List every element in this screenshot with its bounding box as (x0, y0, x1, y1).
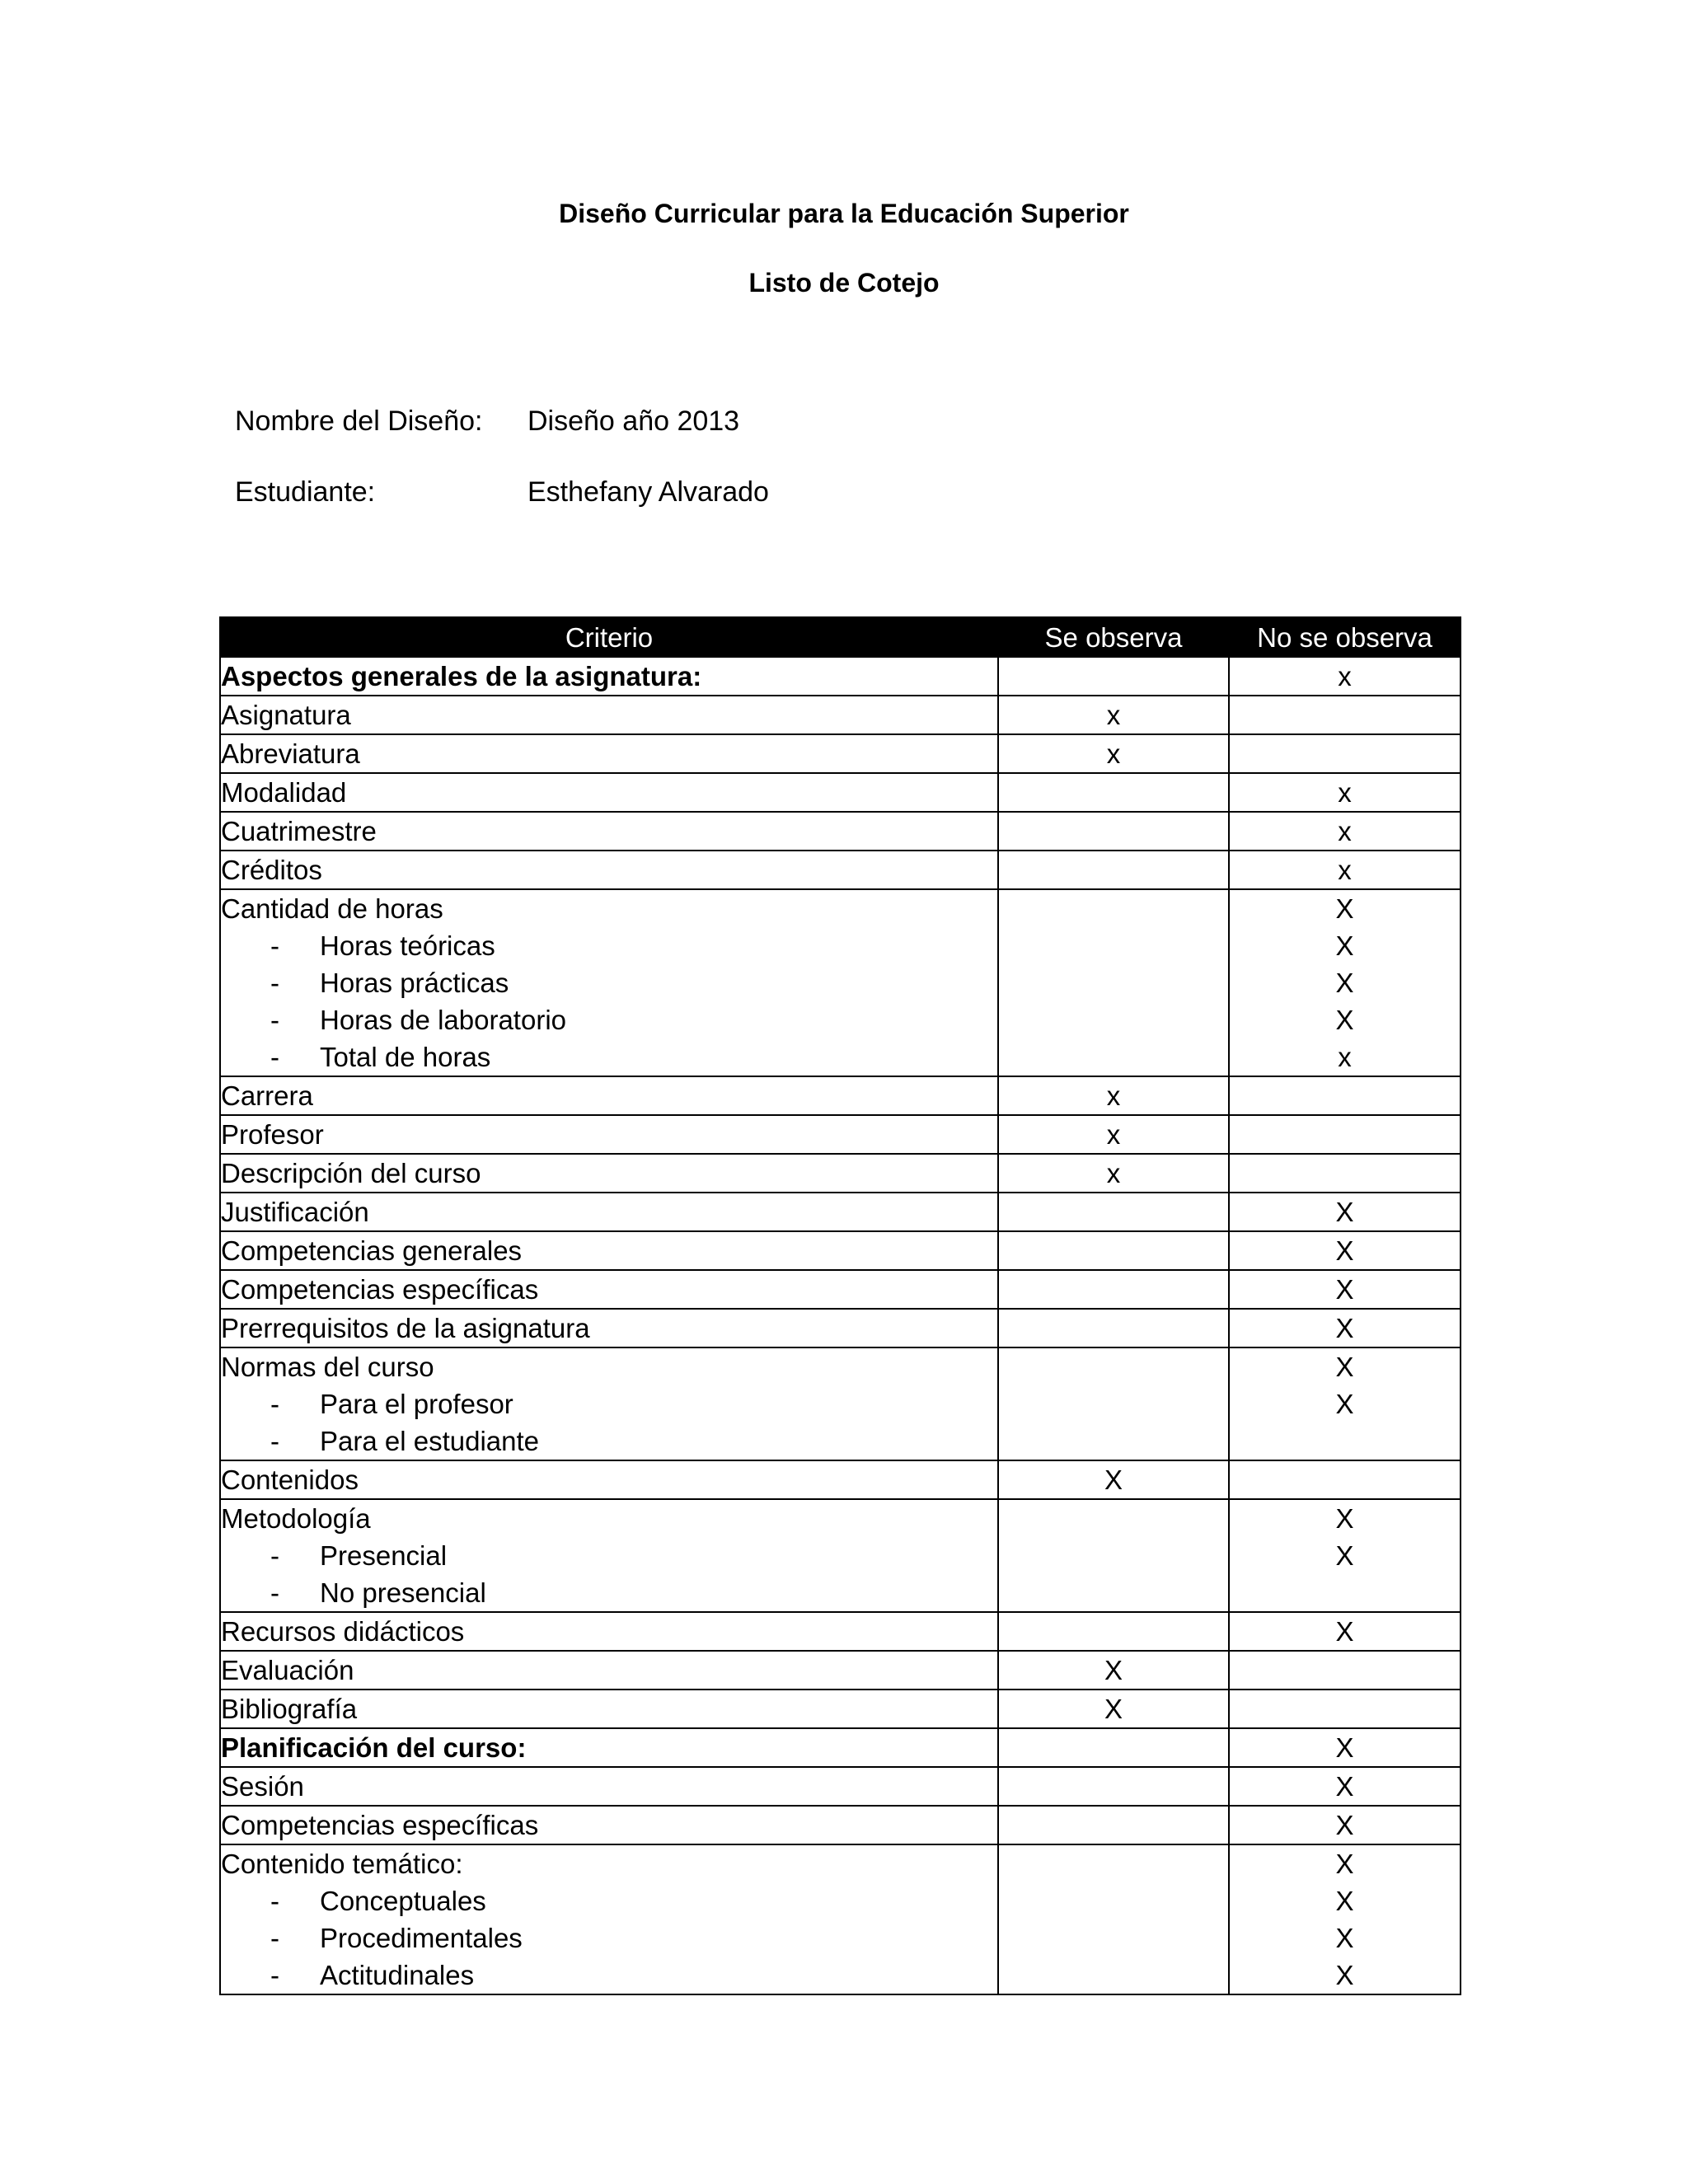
criterion-text: Descripción del curso (221, 1158, 481, 1188)
se-observa-cell (998, 696, 1229, 734)
check-mark: x (1338, 816, 1352, 846)
column-header-criterio: Criterio (220, 617, 998, 657)
criterion-text: Carrera (221, 1080, 313, 1111)
criterion-text: Profesor (221, 1119, 324, 1150)
bullet-dash: - (270, 968, 279, 998)
check-mark (999, 1613, 1228, 1650)
criterion-cell (220, 1460, 998, 1499)
criterion-text: Evaluación (221, 1655, 354, 1685)
check-mark (999, 1001, 1228, 1038)
check-mark: X (1335, 1732, 1354, 1763)
se-observa-cell (998, 1767, 1229, 1806)
criterion-text: Modalidad (221, 777, 347, 808)
no-se-observa-cell (1229, 1115, 1461, 1154)
check-mark (1230, 1155, 1460, 1192)
table-row (220, 1347, 1461, 1460)
check-mark: x (1338, 1042, 1352, 1072)
criterion-label (221, 1613, 997, 1650)
se-observa-cell (998, 1844, 1229, 1994)
check-mark: X (1335, 1274, 1354, 1305)
check-mark (999, 890, 1228, 927)
criterion-cell (220, 1612, 998, 1651)
no-se-observa-cell (1229, 1767, 1461, 1806)
check-mark: X (1335, 1771, 1354, 1802)
table-row (220, 696, 1461, 734)
no-se-observa-cell (1229, 1499, 1461, 1612)
criterion-text: Horas de laboratorio (320, 1005, 566, 1035)
criterion-text: Cantidad de horas (221, 893, 443, 924)
criterion-label (221, 1768, 997, 1805)
check-mark (999, 1729, 1228, 1766)
check-mark (999, 1845, 1228, 1882)
table-row (220, 812, 1461, 851)
criterion-text: Competencias generales (221, 1235, 523, 1266)
criterion-label (221, 696, 997, 733)
se-observa-cell (998, 1806, 1229, 1844)
criterion-label (221, 890, 997, 927)
check-mark (999, 1882, 1228, 1919)
no-se-observa-cell (1229, 1154, 1461, 1193)
design-name-label: Nombre del Diseño: (235, 405, 483, 437)
check-mark (999, 851, 1228, 888)
check-mark: X (1335, 1197, 1354, 1227)
document-subtitle: Listo de Cotejo (748, 268, 940, 298)
se-observa-cell (998, 851, 1229, 889)
criterion-text: Actitudinales (320, 1960, 475, 1990)
check-mark (999, 1348, 1228, 1385)
student-label: Estudiante: (235, 476, 376, 508)
se-observa-cell (998, 773, 1229, 812)
sub-criterion (221, 1385, 997, 1422)
check-mark (999, 1768, 1228, 1805)
criterion-cell (220, 1154, 998, 1193)
bullet-dash: - (270, 1923, 279, 1953)
no-se-observa-cell (1229, 1270, 1461, 1309)
bullet-dash: - (270, 1577, 279, 1608)
criterion-cell (220, 851, 998, 889)
criterion-text: Cuatrimestre (221, 816, 377, 846)
se-observa-cell (998, 1728, 1229, 1767)
check-mark (999, 1271, 1228, 1308)
se-observa-cell (998, 1309, 1229, 1347)
criterion-text: Metodología (221, 1503, 371, 1534)
criterion-cell (220, 1270, 998, 1309)
bullet-dash: - (270, 1540, 279, 1571)
no-se-observa-cell (1229, 1076, 1461, 1115)
criterion-label (221, 735, 997, 772)
table-row (220, 1612, 1461, 1651)
table-row (220, 1115, 1461, 1154)
criterion-text: Horas teóricas (320, 930, 495, 961)
check-mark (1230, 735, 1460, 772)
criterion-text: Conceptuales (320, 1886, 486, 1916)
no-se-observa-cell (1229, 1806, 1461, 1844)
criterion-label (221, 774, 997, 811)
no-se-observa-cell (1229, 1309, 1461, 1347)
no-se-observa-cell (1229, 657, 1461, 696)
table-header-row (220, 617, 1461, 657)
criterion-cell (220, 657, 998, 696)
check-mark: X (1335, 893, 1354, 924)
criterion-label (221, 1310, 997, 1347)
criterion-label (221, 1845, 997, 1882)
criterion-text: Contenido temático: (221, 1849, 463, 1879)
no-se-observa-cell (1229, 851, 1461, 889)
check-mark: x (1338, 661, 1352, 691)
no-se-observa-cell (1229, 1728, 1461, 1767)
se-observa-cell (998, 1076, 1229, 1115)
criterion-cell (220, 1728, 998, 1767)
sub-criterion (221, 1882, 997, 1919)
criterion-label (221, 1690, 997, 1727)
check-mark (1230, 1652, 1460, 1689)
table-row (220, 734, 1461, 773)
criterion-text: Créditos (221, 855, 322, 885)
criterion-text: Planificación del curso: (221, 1732, 527, 1763)
criterion-cell (220, 1231, 998, 1270)
criterion-cell (220, 773, 998, 812)
criterion-cell (220, 1499, 998, 1612)
bullet-dash: - (270, 1886, 279, 1916)
criterion-cell (220, 812, 998, 851)
se-observa-cell (998, 1347, 1229, 1460)
check-mark (1230, 1077, 1460, 1114)
check-mark (999, 1232, 1228, 1269)
design-name-value: Diseño año 2013 (528, 405, 740, 437)
check-mark: X (1335, 1313, 1354, 1343)
check-mark (999, 1807, 1228, 1844)
check-mark (1230, 1461, 1460, 1498)
criterion-label (221, 1461, 997, 1498)
no-se-observa-cell (1229, 696, 1461, 734)
check-mark: X (1104, 1694, 1123, 1724)
criterion-cell (220, 734, 998, 773)
criterion-text: Para el estudiante (320, 1426, 540, 1456)
table-row (220, 1499, 1461, 1612)
criterion-text: Horas prácticas (320, 968, 509, 998)
check-mark (999, 1385, 1228, 1422)
bullet-dash: - (270, 1960, 279, 1990)
no-se-observa-cell (1229, 1347, 1461, 1460)
criterion-text: Competencias específicas (221, 1274, 539, 1305)
check-mark: X (1104, 1655, 1123, 1685)
se-observa-cell (998, 657, 1229, 696)
table-row (220, 851, 1461, 889)
check-mark: X (1335, 1540, 1354, 1571)
criterion-text: Contenidos (221, 1465, 359, 1495)
criterion-cell (220, 1193, 998, 1231)
criterion-label (221, 1232, 997, 1269)
sub-criterion (221, 1422, 997, 1460)
check-mark (999, 1038, 1228, 1076)
se-observa-cell (998, 1690, 1229, 1728)
bullet-dash: - (270, 930, 279, 961)
criterion-label (221, 851, 997, 888)
check-mark: X (1335, 1923, 1354, 1953)
check-mark: X (1335, 1503, 1354, 1534)
criterion-cell (220, 1076, 998, 1115)
check-mark (999, 1193, 1228, 1230)
criterion-text: Prerrequisitos de la asignatura (221, 1313, 590, 1343)
criterion-text: Justificación (221, 1197, 369, 1227)
criterion-label (221, 1116, 997, 1153)
se-observa-cell (998, 1231, 1229, 1270)
check-mark (1230, 1116, 1460, 1153)
check-mark (999, 1422, 1228, 1460)
check-mark: x (1106, 700, 1121, 730)
check-mark: x (1338, 855, 1352, 885)
criterion-text: Competencias específicas (221, 1810, 539, 1840)
sub-criterion (221, 1957, 997, 1994)
column-header-se-observa: Se observa (998, 617, 1229, 657)
criterion-text: Aspectos generales de la asignatura: (221, 661, 702, 691)
se-observa-cell (998, 1270, 1229, 1309)
sub-criterion (221, 1001, 997, 1038)
se-observa-cell (998, 1612, 1229, 1651)
criterion-cell (220, 889, 998, 1076)
criterion-label (221, 1077, 997, 1114)
check-mark (999, 1919, 1228, 1957)
criterion-cell (220, 1806, 998, 1844)
check-mark: x (1106, 1080, 1121, 1111)
check-mark: X (1335, 1849, 1354, 1879)
criterion-cell (220, 1844, 998, 1994)
criterion-label (221, 1729, 997, 1766)
sub-criterion (221, 1537, 997, 1574)
se-observa-cell (998, 1499, 1229, 1612)
table-row (220, 1309, 1461, 1347)
table-row (220, 1193, 1461, 1231)
criterion-cell (220, 1690, 998, 1728)
check-mark: X (1335, 1352, 1354, 1382)
check-mark (999, 658, 1228, 695)
criterion-text: Abreviatura (221, 738, 360, 769)
sub-criterion (221, 927, 997, 964)
no-se-observa-cell (1229, 1844, 1461, 1994)
student-value: Esthefany Alvarado (528, 476, 769, 508)
table-row (220, 1728, 1461, 1767)
checklist-table (219, 616, 1461, 1995)
check-mark (999, 1500, 1228, 1537)
table-row (220, 1651, 1461, 1690)
check-mark (999, 1957, 1228, 1994)
criterion-text: Procedimentales (320, 1923, 523, 1953)
check-mark: X (1335, 930, 1354, 961)
no-se-observa-cell (1229, 812, 1461, 851)
check-mark: X (1335, 968, 1354, 998)
check-mark: X (1104, 1465, 1123, 1495)
check-mark: X (1335, 1960, 1354, 1990)
criterion-text: Asignatura (221, 700, 351, 730)
criterion-text: Recursos didácticos (221, 1616, 465, 1647)
table-row (220, 1460, 1461, 1499)
table-row (220, 1154, 1461, 1193)
sub-criterion (221, 1919, 997, 1957)
no-se-observa-cell (1229, 1193, 1461, 1231)
se-observa-cell (998, 1651, 1229, 1690)
criterion-label (221, 1652, 997, 1689)
table-row (220, 1076, 1461, 1115)
check-mark (999, 774, 1228, 811)
criterion-label (221, 1500, 997, 1537)
no-se-observa-cell (1229, 889, 1461, 1076)
no-se-observa-cell (1229, 773, 1461, 812)
check-mark: x (1106, 1158, 1121, 1188)
criterion-label (221, 1193, 997, 1230)
criterion-text: Normas del curso (221, 1352, 434, 1382)
check-mark (1230, 1574, 1460, 1611)
criterion-cell (220, 696, 998, 734)
criterion-text: Para el profesor (320, 1389, 513, 1419)
table-row (220, 773, 1461, 812)
criterion-label (221, 1155, 997, 1192)
criterion-cell (220, 1767, 998, 1806)
bullet-dash: - (270, 1426, 279, 1456)
no-se-observa-cell (1229, 1231, 1461, 1270)
criterion-label (221, 1807, 997, 1844)
table-row (220, 1806, 1461, 1844)
criterion-label (221, 658, 997, 695)
table-row (220, 889, 1461, 1076)
criterion-text: Sesión (221, 1771, 304, 1802)
no-se-observa-cell (1229, 1690, 1461, 1728)
table-row (220, 1270, 1461, 1309)
se-observa-cell (998, 1460, 1229, 1499)
se-observa-cell (998, 1193, 1229, 1231)
check-mark: x (1106, 738, 1121, 769)
criterion-text: Total de horas (320, 1042, 491, 1072)
criterion-text: No presencial (320, 1577, 486, 1608)
check-mark (1230, 1422, 1460, 1460)
no-se-observa-cell (1229, 1460, 1461, 1499)
check-mark: x (1106, 1119, 1121, 1150)
check-mark: x (1338, 777, 1352, 808)
document-title: Diseño Curricular para la Educación Superior (559, 199, 1129, 228)
check-mark: X (1335, 1005, 1354, 1035)
table-row (220, 1767, 1461, 1806)
criterion-text: Bibliografía (221, 1694, 358, 1724)
criterion-text: Presencial (320, 1540, 448, 1571)
criterion-label (221, 813, 997, 850)
table-row (220, 1690, 1461, 1728)
check-mark (999, 1537, 1228, 1574)
sub-criterion (221, 1038, 997, 1076)
check-mark: X (1335, 1235, 1354, 1266)
sub-criterion (221, 1574, 997, 1611)
column-header-no-se-observa: No se observa (1229, 617, 1461, 657)
no-se-observa-cell (1229, 1651, 1461, 1690)
check-mark (999, 813, 1228, 850)
criterion-cell (220, 1115, 998, 1154)
criterion-cell (220, 1309, 998, 1347)
bullet-dash: - (270, 1042, 279, 1072)
criterion-cell (220, 1651, 998, 1690)
table-row (220, 657, 1461, 696)
check-mark (999, 927, 1228, 964)
check-mark (999, 1310, 1228, 1347)
check-mark (999, 1574, 1228, 1611)
bullet-dash: - (270, 1389, 279, 1419)
check-mark: X (1335, 1810, 1354, 1840)
se-observa-cell (998, 1154, 1229, 1193)
criterion-cell (220, 1347, 998, 1460)
sub-criterion (221, 964, 997, 1001)
no-se-observa-cell (1229, 1612, 1461, 1651)
check-mark: X (1335, 1886, 1354, 1916)
no-se-observa-cell (1229, 734, 1461, 773)
check-mark: X (1335, 1616, 1354, 1647)
table-row (220, 1231, 1461, 1270)
bullet-dash: - (270, 1005, 279, 1035)
criterion-label (221, 1348, 997, 1385)
criterion-label (221, 1271, 997, 1308)
se-observa-cell (998, 734, 1229, 773)
se-observa-cell (998, 1115, 1229, 1154)
check-mark (999, 964, 1228, 1001)
checklist-body (220, 657, 1461, 1994)
se-observa-cell (998, 889, 1229, 1076)
se-observa-cell (998, 812, 1229, 851)
check-mark (1230, 696, 1460, 733)
check-mark (1230, 1690, 1460, 1727)
table-row (220, 1844, 1461, 1994)
check-mark: X (1335, 1389, 1354, 1419)
